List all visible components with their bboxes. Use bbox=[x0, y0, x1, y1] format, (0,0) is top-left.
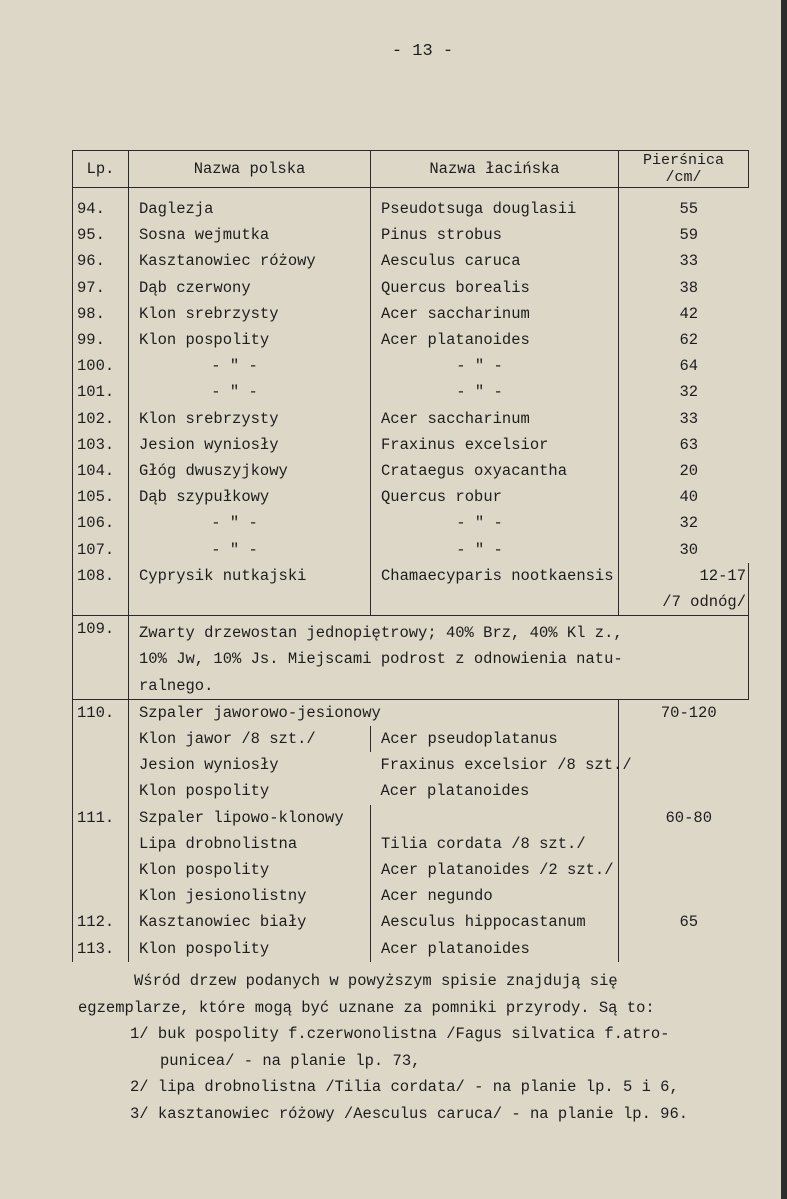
row-lp: 110. bbox=[73, 699, 129, 726]
table-row bbox=[73, 616, 749, 700]
row-dbh: 62 bbox=[679, 331, 699, 350]
table-row bbox=[73, 857, 749, 883]
row-lp: 113. bbox=[73, 936, 129, 962]
row-latin-name: - " - bbox=[371, 379, 619, 405]
row-dbh: 33 bbox=[679, 252, 699, 271]
row-polish-name: Jesion wyniosły bbox=[129, 432, 371, 458]
table-row bbox=[73, 301, 749, 327]
row-polish-name: Sosna wejmutka bbox=[129, 222, 371, 248]
row-polish-name: - " - bbox=[129, 537, 371, 563]
row-dbh-empty bbox=[619, 778, 749, 804]
tree-table bbox=[72, 150, 749, 962]
header-lp: Lp. bbox=[73, 151, 129, 188]
table-row bbox=[73, 909, 749, 935]
table-row bbox=[73, 327, 749, 353]
row-polish-name: Klon pospolity bbox=[129, 327, 371, 353]
row-polish-name: Klon srebrzysty bbox=[129, 301, 371, 327]
row-lp: 102. bbox=[73, 406, 129, 432]
row-latin-empty bbox=[371, 805, 619, 831]
table-row bbox=[73, 222, 749, 248]
table-row bbox=[73, 432, 749, 458]
table-row bbox=[73, 248, 749, 274]
row-lp: 107. bbox=[73, 537, 129, 563]
row-dbh: 64 bbox=[679, 357, 699, 376]
paragraph-line: Wśród drzew podanych w powyższym spisie znajdują się bbox=[134, 972, 618, 990]
row-dbh bbox=[619, 563, 749, 616]
row-lp: 109. bbox=[73, 616, 129, 700]
row-latin-name: Acer platanoides bbox=[371, 936, 619, 962]
row-latin-name: Pseudotsuga douglasii bbox=[371, 188, 619, 223]
row-dbh: 40 bbox=[679, 488, 699, 507]
row-polish-name: Kasztanowiec różowy bbox=[129, 248, 371, 274]
row-description bbox=[129, 616, 749, 700]
row-lp: 95. bbox=[73, 222, 129, 248]
table-row bbox=[73, 406, 749, 432]
table-row bbox=[73, 353, 749, 379]
description-line: Zwarty drzewostan jednopiętrowy; 40% Brz, 40% Kl z., bbox=[139, 624, 623, 643]
row-lp-empty bbox=[73, 778, 129, 804]
page-number: - 13 - bbox=[391, 42, 454, 61]
row-dbh-empty bbox=[619, 883, 749, 909]
header-dbh-line2: /cm/ bbox=[665, 169, 702, 186]
header-dbh bbox=[619, 151, 749, 188]
table-row bbox=[73, 275, 749, 301]
table-row bbox=[73, 563, 749, 616]
table-row bbox=[73, 805, 749, 831]
row-lp: 101. bbox=[73, 379, 129, 405]
list-item-continuation: punicea/ - na planie lp. 73, bbox=[160, 1051, 421, 1070]
row-dbh: 33 bbox=[679, 409, 699, 428]
row-dbh bbox=[619, 936, 749, 962]
row-lp: 94. bbox=[73, 188, 129, 223]
row-lp: 97. bbox=[73, 275, 129, 301]
table-row bbox=[73, 484, 749, 510]
row-latin-name: Aesculus hippocastanum bbox=[371, 909, 619, 935]
table-row bbox=[73, 379, 749, 405]
row-latin-name: - " - bbox=[371, 510, 619, 536]
row-lp-empty bbox=[73, 752, 129, 778]
row-lp-empty bbox=[73, 726, 129, 752]
row-latin-name: - " - bbox=[371, 353, 619, 379]
row-polish-name: Klon pospolity bbox=[139, 782, 270, 801]
row-polish-name: Daglezja bbox=[129, 188, 371, 223]
table-row bbox=[73, 188, 749, 223]
row-latin-name: Quercus robur bbox=[371, 484, 619, 510]
row-dbh-empty bbox=[619, 857, 749, 883]
row-latin-name: - " - bbox=[371, 537, 619, 563]
row-polish-name: - " - bbox=[129, 353, 371, 379]
row-polish-name: Klon jesionolistny bbox=[129, 883, 371, 909]
row-polish-name: Klon srebrzysty bbox=[129, 406, 371, 432]
table-header-row bbox=[73, 151, 749, 188]
list-item: 1/ buk pospolity f.czerwonolistna /Fagus silvatica f.atro- bbox=[130, 1025, 670, 1043]
table-body bbox=[73, 188, 749, 962]
row-polish-name: Głóg dwuszyjkowy bbox=[129, 458, 371, 484]
table-row bbox=[73, 752, 749, 778]
row-dbh: 38 bbox=[679, 278, 699, 297]
row-latin-name: Pinus strobus bbox=[371, 222, 619, 248]
row-polish-name: - " - bbox=[129, 379, 371, 405]
row-dbh-line2: /7 odnóg/ bbox=[662, 593, 746, 612]
row-dbh-line1: 12-17 bbox=[699, 566, 746, 585]
row-polish-name: Jesion wyniosły bbox=[139, 756, 279, 775]
row-latin-name: Acer saccharinum bbox=[371, 301, 619, 327]
row-group-title: Szpaler jaworowo-jesionowy bbox=[129, 699, 371, 726]
table-row bbox=[73, 778, 749, 804]
row-dbh: 63 bbox=[679, 435, 699, 454]
row-lp: 100. bbox=[73, 353, 129, 379]
row-dbh: 32 bbox=[679, 514, 699, 533]
footer-text bbox=[78, 968, 768, 1127]
row-lp: 103. bbox=[73, 432, 129, 458]
header-latin-name: Nazwa łacińska bbox=[371, 151, 619, 188]
row-dbh: 20 bbox=[679, 462, 699, 481]
description-line: 10% Jw, 10% Js. Miejscami podrost z odnowienia natu- bbox=[139, 650, 623, 669]
table-row bbox=[73, 883, 749, 909]
row-lp: 98. bbox=[73, 301, 129, 327]
row-lp: 99. bbox=[73, 327, 129, 353]
row-dbh: 70-120 bbox=[619, 699, 749, 726]
row-polish-name: Klon jawor /8 szt./ bbox=[129, 726, 371, 752]
row-polish-name: Klon pospolity bbox=[129, 936, 371, 962]
row-polish-name: Dąb czerwony bbox=[129, 275, 371, 301]
list-item: 2/ lipa drobnolistna /Tilia cordata/ - na planie lp. 5 i 6, bbox=[130, 1078, 679, 1096]
row-latin-name: Acer platanoides bbox=[371, 778, 619, 804]
row-dbh: 55 bbox=[679, 200, 699, 218]
row-latin-name: Fraxinus excelsior /8 szt./ bbox=[371, 752, 619, 778]
table-row bbox=[73, 936, 749, 962]
row-latin-empty bbox=[371, 699, 619, 726]
row-lp: 111. bbox=[73, 805, 129, 831]
row-latin-name: Chamaecyparis nootkaensis bbox=[371, 563, 619, 616]
row-dbh: 60-80 bbox=[665, 808, 712, 827]
row-polish-name: - " - bbox=[129, 510, 371, 536]
table-row bbox=[73, 831, 749, 857]
row-lp-empty bbox=[73, 883, 129, 909]
row-dbh-empty bbox=[619, 752, 749, 778]
row-polish-name: Dąb szypułkowy bbox=[129, 484, 371, 510]
row-lp: 104. bbox=[73, 458, 129, 484]
row-latin-name: Fraxinus excelsior bbox=[371, 432, 619, 458]
paragraph-line: egzemplarze, które mogą być uznane za pomniki przyrody. Są to: bbox=[78, 998, 655, 1017]
header-polish-name: Nazwa polska bbox=[129, 151, 371, 188]
row-polish-name: Lipa drobnolistna bbox=[129, 831, 371, 857]
row-latin-name: Acer pseudoplatanus bbox=[371, 726, 619, 752]
table-row bbox=[73, 726, 749, 752]
row-group-title: Szpaler lipowo-klonowy bbox=[129, 805, 371, 831]
header-dbh-line1: Pierśnica bbox=[642, 152, 724, 169]
row-latin-name: Quercus borealis bbox=[371, 275, 619, 301]
row-dbh: 32 bbox=[679, 383, 699, 402]
table-row bbox=[73, 458, 749, 484]
row-polish-name: Kasztanowiec biały bbox=[129, 909, 371, 935]
row-dbh: 42 bbox=[679, 304, 699, 323]
table-row bbox=[73, 699, 749, 726]
row-lp-empty bbox=[73, 857, 129, 883]
row-latin-name: Acer platanoides bbox=[371, 327, 619, 353]
tree-table-wrapper bbox=[72, 150, 752, 962]
row-lp: 106. bbox=[73, 510, 129, 536]
row-lp: 96. bbox=[73, 248, 129, 274]
row-lp: 105. bbox=[73, 484, 129, 510]
row-dbh: 59 bbox=[679, 226, 699, 245]
row-latin-name: Aesculus caruca bbox=[371, 248, 619, 274]
description-line: ralnego. bbox=[139, 676, 214, 695]
list-item: 3/ kasztanowiec różowy /Aesculus caruca/ - na planie lp. 96. bbox=[130, 1104, 689, 1123]
row-latin-name: Crataegus oxyacantha bbox=[371, 458, 619, 484]
row-dbh-empty bbox=[619, 831, 749, 857]
table-row bbox=[73, 510, 749, 536]
row-latin-name: Acer saccharinum bbox=[371, 406, 619, 432]
row-latin-name: Acer platanoides /2 szt./ bbox=[371, 857, 619, 883]
row-polish-name: Cyprysik nutkajski bbox=[129, 563, 371, 616]
row-dbh: 30 bbox=[679, 540, 699, 559]
table-row bbox=[73, 537, 749, 563]
row-lp: 112. bbox=[73, 909, 129, 935]
row-lp-empty bbox=[73, 831, 129, 857]
row-latin-name: Acer negundo bbox=[371, 883, 619, 909]
row-polish-name: Klon pospolity bbox=[129, 857, 371, 883]
row-dbh-empty bbox=[619, 726, 749, 752]
row-lp: 108. bbox=[73, 563, 129, 616]
row-latin-name: Tilia cordata /8 szt./ bbox=[371, 831, 619, 857]
row-dbh: 65 bbox=[679, 913, 699, 932]
